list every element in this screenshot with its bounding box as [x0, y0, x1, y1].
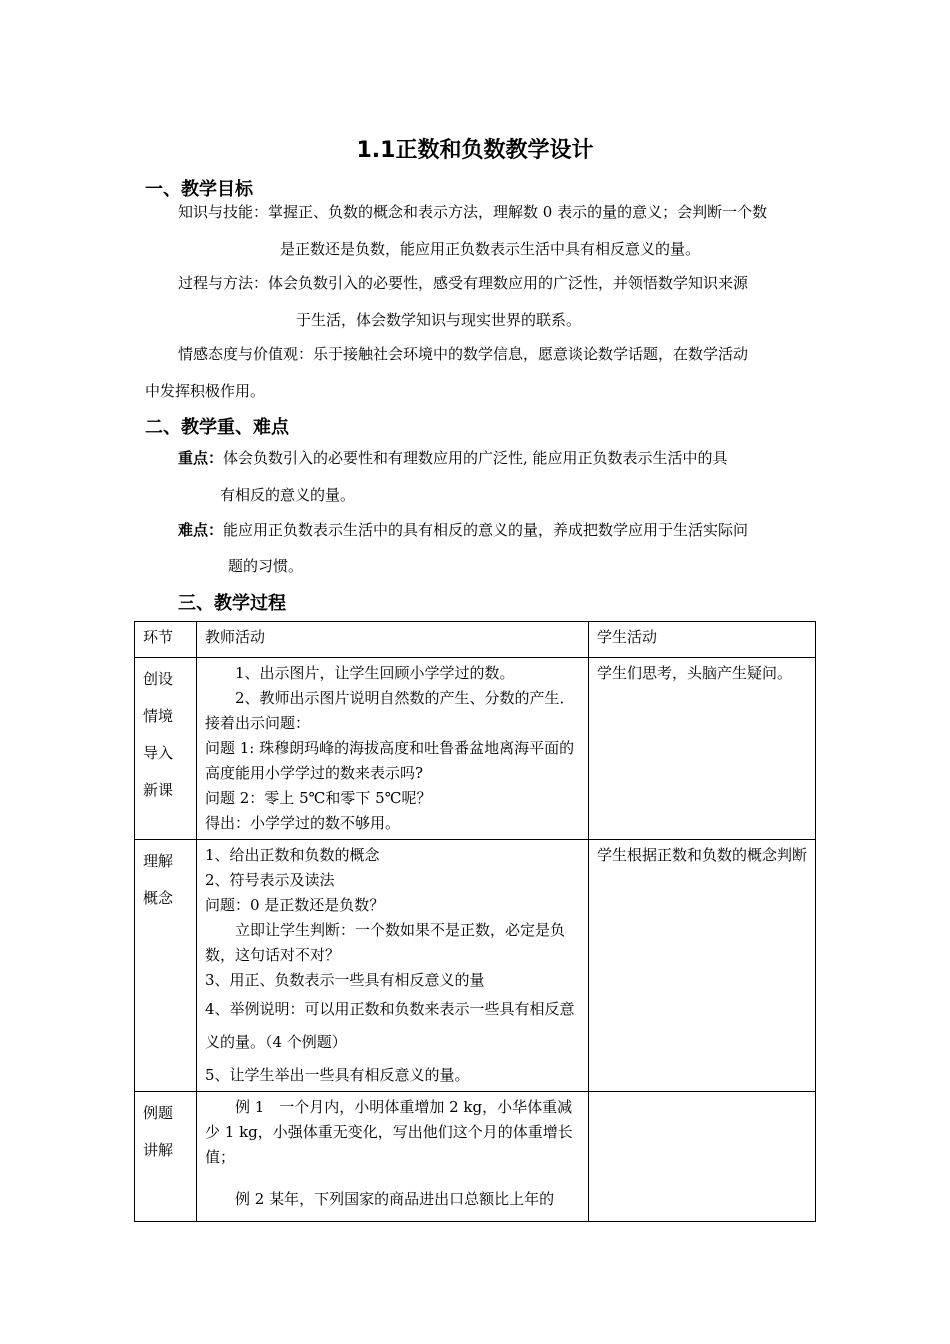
header-teacher: 教师活动 — [197, 622, 589, 658]
section-heading-objectives: 一、教学目标 — [145, 179, 253, 200]
teacher-activity-cell — [197, 1092, 589, 1222]
table-row — [135, 1092, 816, 1222]
stage-cell — [135, 840, 197, 1092]
header-stage: 环节 — [135, 622, 197, 658]
student-activity-cell: 学生根据正数和负数的概念判断 — [589, 840, 816, 1092]
stage-cell — [135, 658, 197, 840]
stage-label: 概念 — [143, 889, 174, 907]
table-row — [135, 658, 816, 840]
teacher-activity-cell — [197, 658, 589, 840]
teacher-activity-line: 4、举例说明：可以用正数和负数来表示一些具有相反意义的量。（4 个例题） — [205, 1000, 575, 1051]
teacher-activity-line: 2、符号表示及读法 — [205, 871, 335, 889]
key-point-text: 体会负数引入的必要性和有理数应用的广泛性, 能应用正负数表示生活中的具 — [223, 449, 728, 467]
section-heading-process: 三、教学过程 — [178, 593, 286, 614]
key-point-line-1 — [178, 448, 728, 468]
page-title: 1.1正数和负数教学设计 — [356, 138, 594, 163]
difficult-point-line-2: 题的习惯。 — [228, 557, 304, 575]
stage-label: 理解 — [143, 852, 174, 870]
teacher-activity-cell — [197, 840, 589, 1092]
teacher-activity-line: 得出：小学学过的数不够用。 — [205, 814, 401, 832]
knowledge-line-1: 知识与技能：掌握正、负数的概念和表示方法，理解数 0 表示的量的意义；会判断一个数 — [178, 203, 768, 221]
teacher-activity-line: 2、教师出示图片说明自然数的产生、分数的产生．接着出示问题： — [205, 689, 575, 732]
section-heading-keypoints: 二、教学重、难点 — [145, 417, 289, 438]
teacher-activity-line: 3、用正、负数表示一些具有相反意义的量 — [205, 971, 485, 989]
stage-label: 创设 — [143, 670, 174, 688]
stage-label: 新课 — [143, 781, 174, 799]
stage-label: 讲解 — [143, 1141, 174, 1159]
student-activity-cell: 学生们思考，头脑产生疑问。 — [589, 658, 816, 840]
emotion-line-1: 情感态度与价值观：乐于接触社会环境中的数学信息，愿意谈论数学话题，在数学活动 — [178, 345, 749, 363]
table-row — [135, 840, 816, 1092]
difficult-point-text: 能应用正负数表示生活中的具有相反的意义的量，养成把数学应用于生活实际问 — [223, 521, 749, 539]
header-student: 学生活动 — [589, 622, 816, 658]
teacher-activity-line: 1、出示图片，让学生回顾小学学过的数。 — [235, 664, 515, 682]
knowledge-line-2: 是正数还是负数，能应用正负数表示生活中具有相反意义的量。 — [280, 240, 701, 258]
stage-label: 例题 — [143, 1104, 174, 1122]
key-point-line-2: 有相反的意义的量。 — [220, 486, 356, 504]
teacher-activity-line: 例 1 一个月内，小明体重增加 2 kg，小华体重减少 1 kg，小强体重无变化，写出他们这个月的体重增长值； — [205, 1098, 573, 1166]
teacher-activity-line: 问题 2：零上 5℃和零下 5℃呢？ — [205, 789, 432, 807]
teacher-activity-line: 1、给出正数和负数的概念 — [205, 846, 380, 864]
stage-cell — [135, 1092, 197, 1222]
process-line-1: 过程与方法：体会负数引入的必要性，感受有理数应用的广泛性，并领悟数学知识来源 — [178, 274, 749, 292]
difficult-point-line-1 — [178, 520, 748, 540]
emotion-line-2: 中发挥积极作用。 — [145, 382, 266, 400]
teaching-process-table — [134, 621, 816, 1222]
table-header-row — [135, 622, 816, 658]
teacher-activity-line: 立即让学生判断：一个数如果不是正数，必定是负数，这句话对不对？ — [205, 921, 566, 964]
stage-label: 导入 — [143, 744, 174, 762]
difficult-point-label: 难点： — [178, 521, 224, 539]
teacher-activity-line: 问题：0 是正数还是负数？ — [205, 896, 385, 914]
teacher-activity-line: 问题 1: 珠穆朗玛峰的海拔高度和吐鲁番盆地离海平面的高度能用小学学过的数来表示吗? — [205, 739, 575, 782]
process-line-2: 于生活，体会数学知识与现实世界的联系。 — [296, 311, 582, 329]
teacher-activity-line: 5、让学生举出一些具有相反意义的量。 — [205, 1066, 470, 1084]
stage-label: 情境 — [143, 707, 174, 725]
teacher-activity-line: 例 2 某年，下列国家的商品进出口总额比上年的 — [235, 1190, 555, 1208]
student-activity-cell — [589, 1092, 816, 1222]
key-point-label: 重点： — [178, 449, 224, 467]
